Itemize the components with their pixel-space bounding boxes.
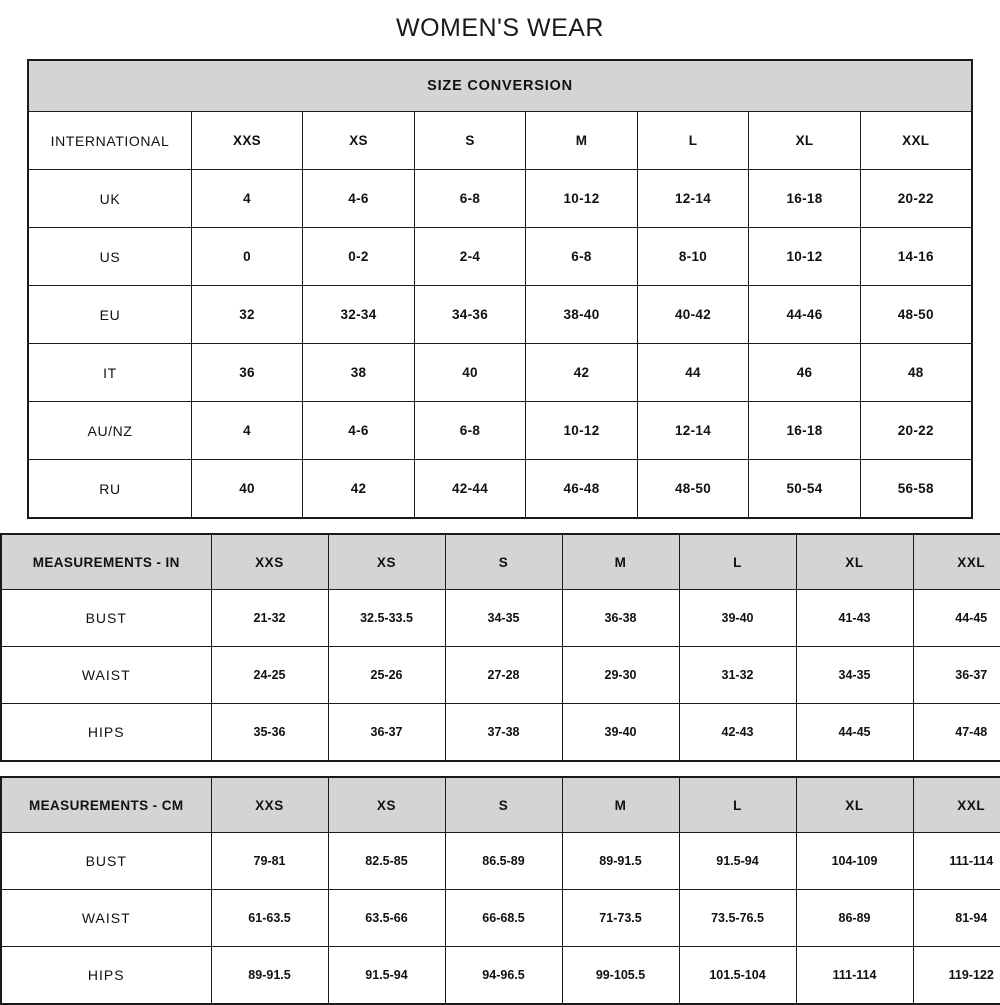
- cell: 24-25: [211, 647, 328, 704]
- cell: 21-32: [211, 590, 328, 647]
- cell: 36-37: [328, 704, 445, 762]
- row-label-waist: WAIST: [1, 647, 211, 704]
- page-title: WOMEN'S WEAR: [396, 14, 604, 42]
- cell: 46-48: [526, 460, 638, 519]
- cell: 8-10: [637, 228, 749, 286]
- column-header-l: L: [679, 534, 796, 590]
- column-header-xxs: XXS: [191, 112, 303, 170]
- cell: 40: [414, 344, 526, 402]
- cell: 119-122: [913, 947, 1000, 1005]
- cell: 4-6: [303, 170, 415, 228]
- cell: 39-40: [679, 590, 796, 647]
- cell: 99-105.5: [562, 947, 679, 1005]
- table-row: [1, 590, 1000, 647]
- cell: 0: [191, 228, 303, 286]
- cell: 44-45: [796, 704, 913, 762]
- column-header-l: L: [637, 112, 749, 170]
- cell: 34-35: [796, 647, 913, 704]
- cell: 16-18: [749, 402, 861, 460]
- table-row: [1, 647, 1000, 704]
- cell: 86-89: [796, 890, 913, 947]
- cell: 36-37: [913, 647, 1000, 704]
- cell: 27-28: [445, 647, 562, 704]
- table-row: [28, 286, 972, 344]
- cell: 111-114: [913, 833, 1000, 890]
- table-row: [28, 228, 972, 286]
- cell: 42-44: [414, 460, 526, 519]
- cell: 91.5-94: [328, 947, 445, 1005]
- cell: 47-48: [913, 704, 1000, 762]
- cell: 6-8: [414, 170, 526, 228]
- cell: 20-22: [860, 402, 972, 460]
- cell: 41-43: [796, 590, 913, 647]
- table-row: [28, 344, 972, 402]
- cell: 16-18: [749, 170, 861, 228]
- cell: 36: [191, 344, 303, 402]
- column-header-xxs: XXS: [211, 534, 328, 590]
- cell: 104-109: [796, 833, 913, 890]
- measurements-inches-table: [0, 533, 1000, 762]
- cell: 48-50: [637, 460, 749, 519]
- column-header-xl: XL: [796, 534, 913, 590]
- cell: 4-6: [303, 402, 415, 460]
- table-row: [1, 704, 1000, 762]
- measurements-cm-table: [0, 776, 1000, 1005]
- cell: 40-42: [637, 286, 749, 344]
- table-row: [1, 947, 1000, 1005]
- table-row: [1, 833, 1000, 890]
- column-header-s: S: [445, 777, 562, 833]
- column-header-m: M: [562, 777, 679, 833]
- cell: 56-58: [860, 460, 972, 519]
- cell: 38-40: [526, 286, 638, 344]
- cell: 32.5-33.5: [328, 590, 445, 647]
- column-header-m: M: [526, 112, 638, 170]
- cell: 39-40: [562, 704, 679, 762]
- column-header-xxl: XXL: [913, 534, 1000, 590]
- cell: 38: [303, 344, 415, 402]
- row-label-hips: HIPS: [1, 947, 211, 1005]
- cell: 6-8: [526, 228, 638, 286]
- cell: 81-94: [913, 890, 1000, 947]
- cell: 32: [191, 286, 303, 344]
- cell: 10-12: [749, 228, 861, 286]
- column-header-xl: XL: [796, 777, 913, 833]
- row-label-bust: BUST: [1, 590, 211, 647]
- row-label-us: US: [28, 228, 191, 286]
- table-header-row: [1, 777, 1000, 833]
- row-label-waist: WAIST: [1, 890, 211, 947]
- column-header-xs: XS: [303, 112, 415, 170]
- row-label-ru: RU: [28, 460, 191, 519]
- cell: 71-73.5: [562, 890, 679, 947]
- cell: 63.5-66: [328, 890, 445, 947]
- cell: 94-96.5: [445, 947, 562, 1005]
- cell: 79-81: [211, 833, 328, 890]
- cell: 44: [637, 344, 749, 402]
- cell: 44-46: [749, 286, 861, 344]
- cell: 48-50: [860, 286, 972, 344]
- column-header-xs: XS: [328, 777, 445, 833]
- table-header-row: [28, 112, 972, 170]
- cell: 10-12: [526, 402, 638, 460]
- table-banner-row: [28, 60, 972, 112]
- table-header-row: [1, 534, 1000, 590]
- cell: 82.5-85: [328, 833, 445, 890]
- row-label-it: IT: [28, 344, 191, 402]
- column-header-s: S: [414, 112, 526, 170]
- cell: 61-63.5: [211, 890, 328, 947]
- cell: 42: [526, 344, 638, 402]
- cell: 44-45: [913, 590, 1000, 647]
- cell: 101.5-104: [679, 947, 796, 1005]
- cell: 32-34: [303, 286, 415, 344]
- column-header-measurements-in: MEASUREMENTS - IN: [1, 534, 211, 590]
- cell: 4: [191, 402, 303, 460]
- column-header-international: INTERNATIONAL: [28, 112, 191, 170]
- column-header-xxl: XXL: [860, 112, 972, 170]
- row-label-eu: EU: [28, 286, 191, 344]
- cell: 34-36: [414, 286, 526, 344]
- cell: 37-38: [445, 704, 562, 762]
- cell: 12-14: [637, 170, 749, 228]
- cell: 25-26: [328, 647, 445, 704]
- cell: 12-14: [637, 402, 749, 460]
- cell: 20-22: [860, 170, 972, 228]
- cell: 34-35: [445, 590, 562, 647]
- cell: 42-43: [679, 704, 796, 762]
- cell: 48: [860, 344, 972, 402]
- cell: 6-8: [414, 402, 526, 460]
- cell: 0-2: [303, 228, 415, 286]
- cell: 31-32: [679, 647, 796, 704]
- cell: 111-114: [796, 947, 913, 1005]
- row-label-aunz: AU/NZ: [28, 402, 191, 460]
- column-header-measurements-cm: MEASUREMENTS - CM: [1, 777, 211, 833]
- cell: 2-4: [414, 228, 526, 286]
- column-header-m: M: [562, 534, 679, 590]
- cell: 36-38: [562, 590, 679, 647]
- cell: 42: [303, 460, 415, 519]
- cell: 46: [749, 344, 861, 402]
- cell: 40: [191, 460, 303, 519]
- cell: 89-91.5: [211, 947, 328, 1005]
- row-label-uk: UK: [28, 170, 191, 228]
- column-header-l: L: [679, 777, 796, 833]
- cell: 50-54: [749, 460, 861, 519]
- row-label-bust: BUST: [1, 833, 211, 890]
- cell: 10-12: [526, 170, 638, 228]
- column-header-xxs: XXS: [211, 777, 328, 833]
- column-header-xs: XS: [328, 534, 445, 590]
- size-conversion-banner: SIZE CONVERSION: [28, 60, 972, 112]
- size-conversion-table: [27, 59, 973, 519]
- row-label-hips: HIPS: [1, 704, 211, 762]
- column-header-xl: XL: [749, 112, 861, 170]
- table-row: [1, 890, 1000, 947]
- table-row: [28, 170, 972, 228]
- cell: 86.5-89: [445, 833, 562, 890]
- table-row: [28, 460, 972, 519]
- table-row: [28, 402, 972, 460]
- column-header-s: S: [445, 534, 562, 590]
- cell: 73.5-76.5: [679, 890, 796, 947]
- cell: 29-30: [562, 647, 679, 704]
- cell: 35-36: [211, 704, 328, 762]
- cell: 4: [191, 170, 303, 228]
- column-header-xxl: XXL: [913, 777, 1000, 833]
- cell: 89-91.5: [562, 833, 679, 890]
- cell: 91.5-94: [679, 833, 796, 890]
- cell: 14-16: [860, 228, 972, 286]
- cell: 66-68.5: [445, 890, 562, 947]
